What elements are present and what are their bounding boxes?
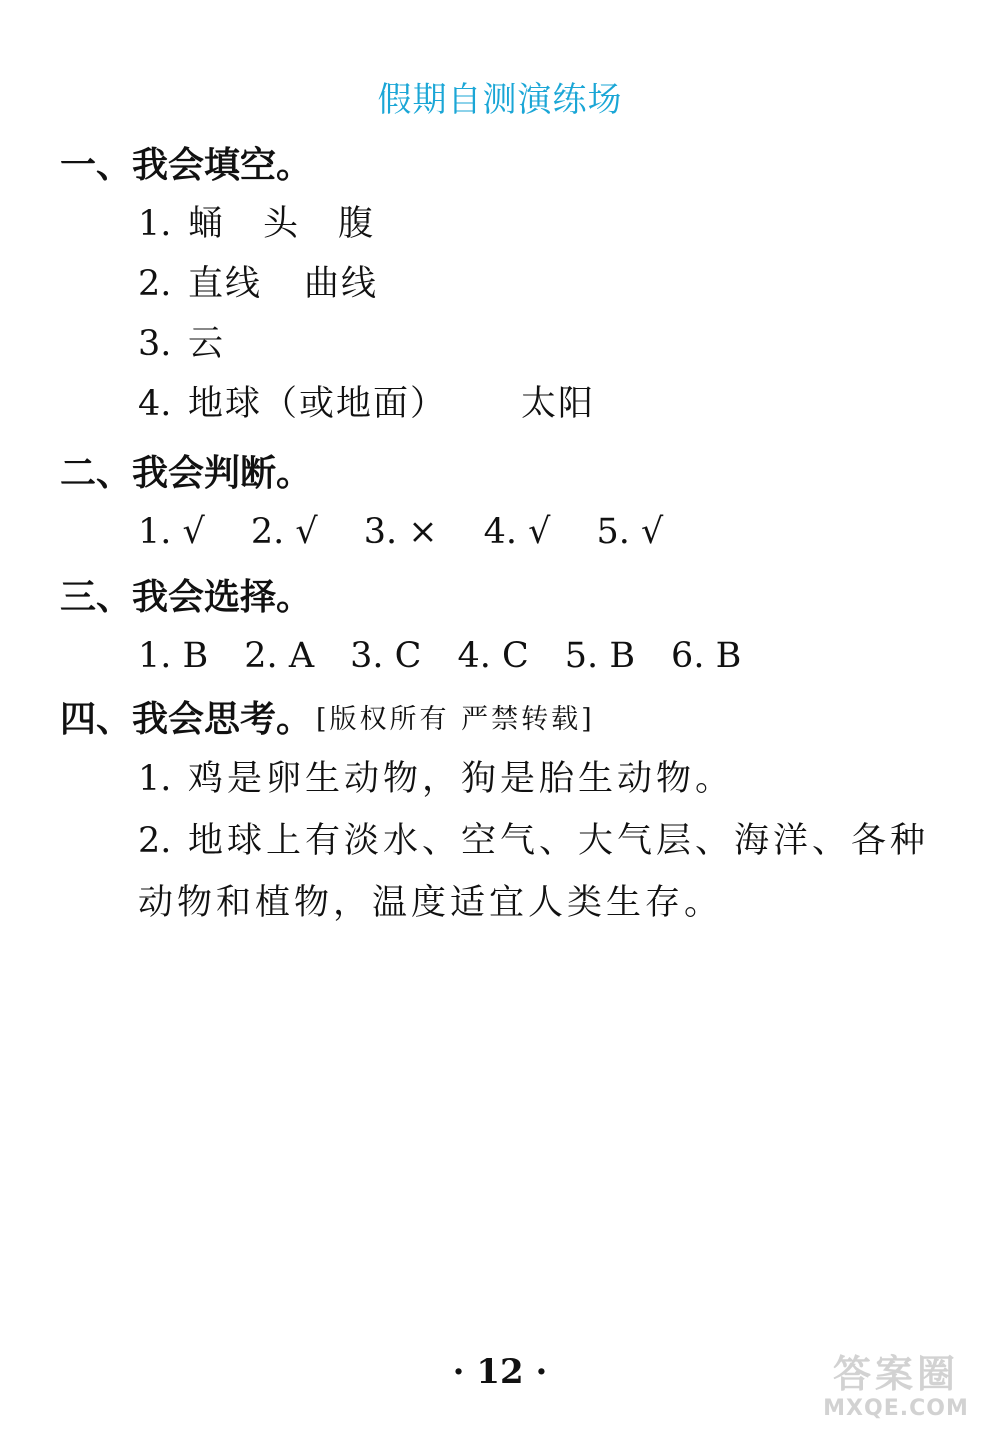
item-number: 3. [138,324,172,364]
item-number: 1. [138,512,172,552]
item-number: 5. [596,512,630,552]
answer-text: 曲线 [304,264,379,304]
page-header-title: 假期自测演练场 [377,80,623,120]
answer-text: 云 [188,324,226,364]
item-number: 6. [671,636,705,676]
item-number: 3. [363,512,398,552]
watermark [806,1352,986,1426]
section-heading-text: 四、我会思考。 [60,699,313,740]
choice-letter: B [182,636,209,676]
answer-text: 直线 [188,264,263,304]
answer-paragraph [138,810,958,934]
choice-answer [671,626,741,686]
answer-text: 地球（或地面） [188,384,448,424]
section-multiple-choice [60,570,960,686]
check-mark-icon: √ [182,512,205,552]
choice-answer [457,626,528,686]
item-number: 4. [457,636,491,676]
section-fill-in [60,138,960,434]
judgement-answer [364,502,438,562]
copyright-note: [版权所有 严禁转载] [316,704,595,735]
judgement-answer [596,502,663,562]
choice-letter: B [715,636,742,676]
section-heading: 三、我会选择。 [60,577,313,618]
judgement-answer [251,502,318,562]
choice-letter: C [501,636,529,676]
answer-text: 太阳 [521,384,596,424]
item-number: 4. [483,512,517,552]
answer-row [138,502,960,562]
choice-answer [350,626,421,686]
check-mark-icon: √ [528,512,551,552]
item-number: 2. [250,512,285,552]
choice-answer [138,626,208,686]
answer-row [138,626,960,686]
item-number: 2. [138,821,172,861]
watermark-logo: 答案圈 [832,1352,959,1396]
answer-paragraph [138,748,958,810]
answer-row [138,374,960,434]
answer-text: 蛹 [188,204,226,244]
answer-text: 腹 [338,204,376,244]
item-number: 1. [138,204,172,244]
judgement-answer [138,502,205,562]
cross-mark-icon: × [408,512,438,552]
answer-row [138,314,960,374]
item-number: 2. [138,264,172,304]
item-number: 5. [564,636,599,676]
judgement-answer [484,502,551,562]
choice-answer [565,626,635,686]
section-thinking [60,692,960,934]
choice-answer [244,626,314,686]
choice-letter: B [609,636,636,676]
answer-text: 地球上有淡水、空气、大气层、海洋、各种动物和植物，温度适宜人类生存。 [138,821,930,923]
answer-text: 鸡是卵生动物，狗是胎生动物。 [188,759,735,799]
answer-row [138,254,960,314]
choice-letter: C [394,636,422,676]
item-number: 4. [138,384,172,424]
choice-letter: A [288,636,315,676]
answer-text: 头 [263,204,301,244]
item-number: 1. [138,636,172,676]
section-heading: 一、我会填空。 [60,145,313,186]
answer-row [138,194,960,254]
item-number: 2. [244,636,278,676]
item-number: 3. [350,636,384,676]
check-mark-icon: √ [641,512,664,552]
section-heading [60,692,960,748]
section-heading: 二、我会判断。 [60,453,313,494]
check-mark-icon: √ [295,512,318,552]
section-true-false [60,446,960,562]
watermark-url: MXQE.COM [823,1396,969,1421]
page-number: · 12 · [452,1352,548,1392]
item-number: 1. [138,759,172,799]
